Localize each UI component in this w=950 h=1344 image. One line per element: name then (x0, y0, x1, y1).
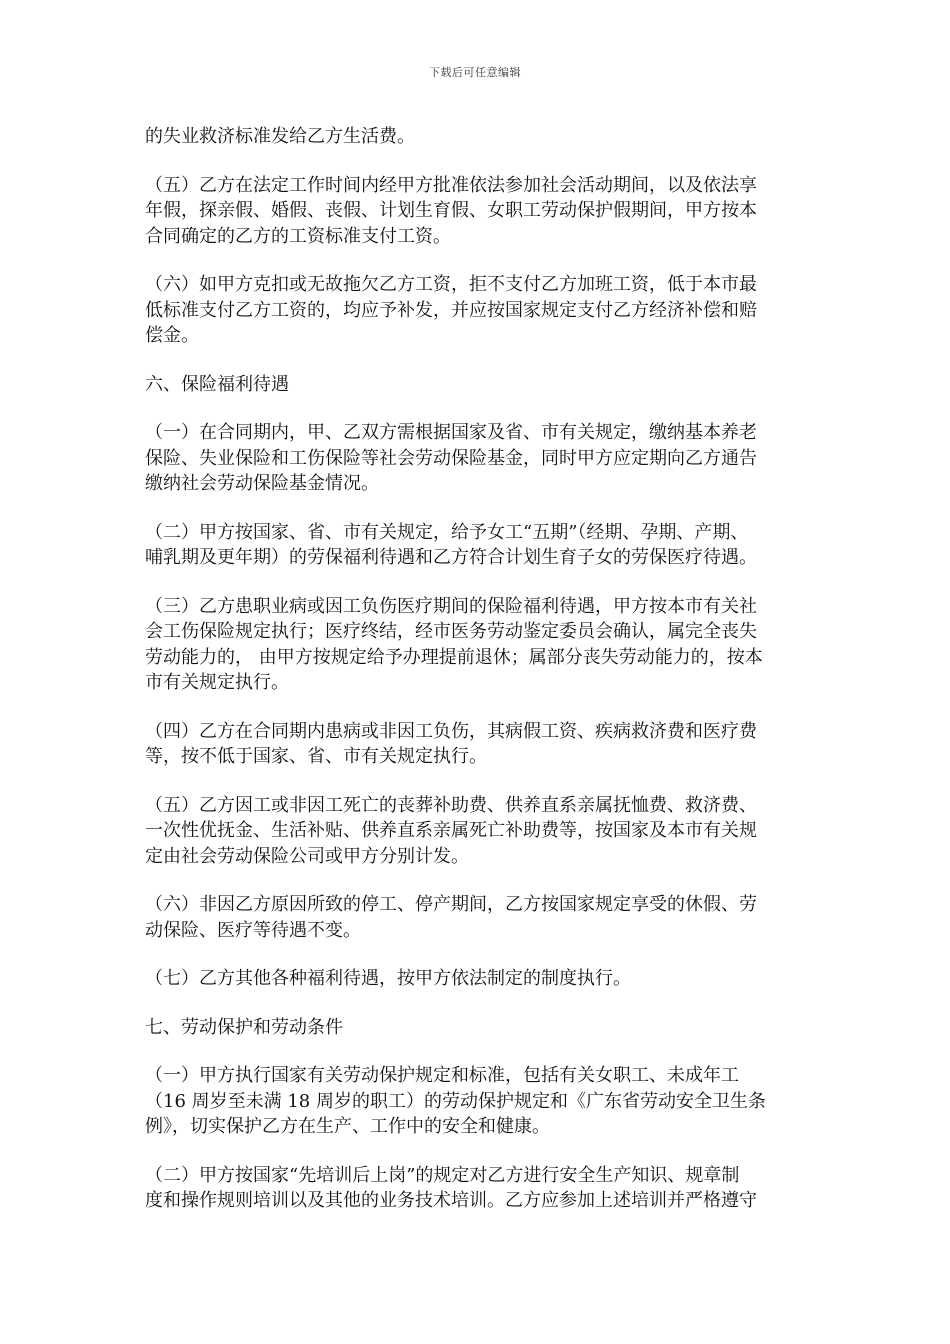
section-heading (145, 372, 810, 398)
text-line: 保险、失业保险和工伤保险等社会劳动保险基金，同时甲方应定期向乙方通告 (145, 447, 757, 469)
text-line: 合同确定的乙方的工资标准支付工资。 (145, 225, 451, 247)
paragraph (145, 892, 810, 943)
paragraph (145, 272, 810, 349)
text-line: 的失业救济标准发给乙方生活费。 (145, 126, 415, 147)
text-line: 等，按不低于国家、省、市有关规定执行。 (145, 746, 487, 767)
text-line: 低标准支付乙方工资的，均应予补发，并应按国家规定支付乙方经济补偿和赔 (145, 299, 757, 321)
text-line: （三）乙方患职业病或因工负伤医疗期间的保险福利待遇，甲方按本市有关社 (145, 595, 757, 617)
text-line: （五）乙方因工或非因工死亡的丧葬补助费、供养直系亲属抚恤费、救济费、 (145, 794, 757, 816)
text-line: 缴纳社会劳动保险基金情况。 (145, 473, 379, 494)
text-line: 一次性优抚金、生活补贴、供养直系亲属死亡补助费等，按国家及本市有关规 (145, 820, 757, 841)
paragraph (145, 124, 810, 150)
paragraph (145, 173, 810, 250)
text-line: （六）非因乙方原因所致的停工、停产期间，乙方按国家规定享受的休假、劳 (145, 894, 757, 915)
paragraph (145, 793, 810, 870)
text-line: （五）乙方在法定工作时间内经甲方批准依法参加社会活动期间，以及依法享 (145, 174, 757, 196)
page-header: 下载后可任意编辑 (429, 66, 521, 79)
text-line: （一）甲方执行国家有关劳动保护规定和标准，包括有关女职工、未成年工 (145, 1065, 739, 1086)
text-line: 动保险、医疗等待遇不变。 (145, 919, 361, 941)
text-line: 六、保险福利待遇 (145, 373, 289, 395)
section-heading (145, 1015, 810, 1041)
text-line: 哺乳期及更年期）的劳保福利待遇和乙方符合计划生育子女的劳保医疗待遇。 (145, 547, 757, 568)
text-line: 会工伤保险规定执行；医疗终结，经市医务劳动鉴定委员会确认，属完全丧失 (145, 621, 757, 642)
text-line: 劳动能力的， 由甲方按规定给予办理提前退休；属部分丧失劳动能力的，按本 (145, 646, 763, 668)
text-line: 定由社会劳动保险公司或甲方分别计发。 (145, 845, 469, 867)
text-line: 年假，探亲假、婚假、丧假、计划生育假、女职工劳动保护假期间，甲方按本 (145, 200, 757, 221)
text-line: （一）在合同期内，甲、乙双方需根据国家及省、市有关规定，缴纳基本养老 (145, 422, 757, 443)
text-line: （四）乙方在合同期内患病或非因工负伤，其病假工资、疾病救济费和医疗费 (145, 720, 757, 742)
text-line: （二）甲方按国家、省、市有关规定，给予女工“五期”（经期、孕期、产期、 (145, 521, 749, 543)
text-line: 市有关规定执行。 (145, 672, 289, 693)
paragraph (145, 719, 810, 770)
text-line: （六）如甲方克扣或无故拖欠乙方工资，拒不支付乙方加班工资，低于本市最 (145, 274, 757, 295)
paragraph (145, 420, 810, 497)
text-line: （七）乙方其他各种福利待遇，按甲方依法制定的制度执行。 (145, 968, 631, 989)
paragraph (145, 966, 810, 992)
text-line: 七、劳动保护和劳动条件 (145, 1016, 343, 1038)
document-body (145, 124, 810, 1237)
paragraph (145, 520, 810, 571)
text-line: 偿金。 (145, 325, 199, 346)
text-line: 度和操作规则培训以及其他的业务技术培训。乙方应参加上述培训并严格遵守 (145, 1190, 757, 1211)
paragraph (145, 594, 810, 696)
text-line: 例》，切实保护乙方在生产、工作中的安全和健康。 (145, 1116, 550, 1137)
paragraph (145, 1163, 810, 1214)
text-line: （16 周岁至未满 18 周岁的职工）的劳动保护规定和《广东省劳动安全卫生条 (145, 1090, 766, 1112)
text-line: （二）甲方按国家“先培训后上岗”的规定对乙方进行安全生产知识、规章制 (145, 1164, 740, 1186)
paragraph (145, 1063, 810, 1140)
